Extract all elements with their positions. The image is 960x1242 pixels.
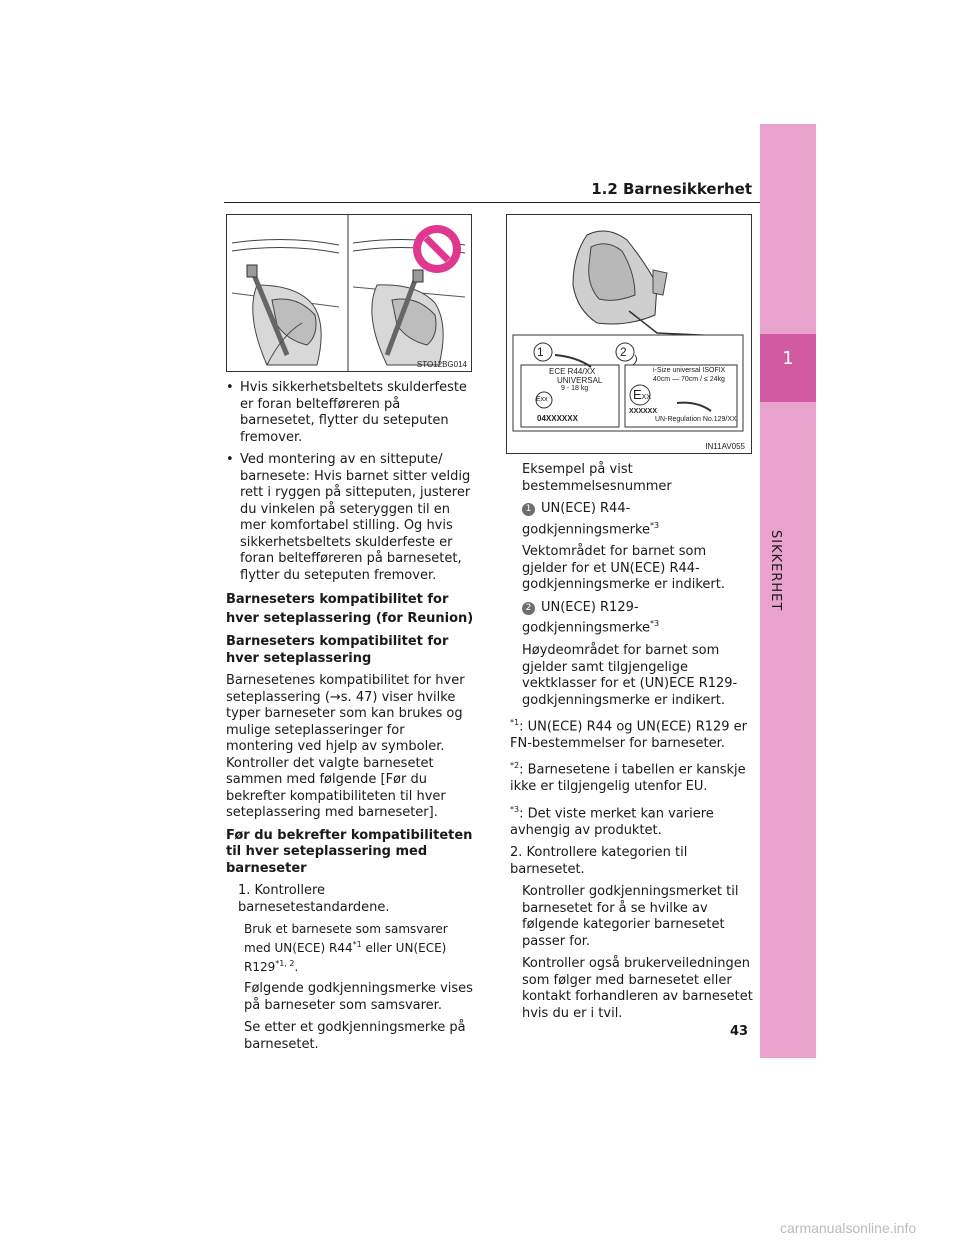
page-number: 43 [730, 1024, 749, 1039]
step-2: 2. Kontrollere kategorien til barnesetet. [510, 845, 688, 877]
example-caption: Eksempel på vist bestemmelsesnummer [522, 462, 672, 494]
footnote-ref: *3 [510, 804, 520, 814]
section-heading: Barneseters kompatibilitet for hver seteplassering (for Reunion) [226, 592, 474, 626]
mark-title: UN(ECE) R129- godkjenningsmerke [522, 599, 651, 636]
step-1-note [226, 922, 476, 975]
r129-regulation: UN-Regulation No.129/XX [655, 416, 737, 423]
section-heading: Barneseters kompatibilitet for hver seteplassering [226, 634, 449, 666]
seat-belt-drawing [227, 215, 471, 371]
r44-label-line1: ECE R44/XX [549, 367, 596, 376]
bullet-item: • Ved montering av en sittepute/ barnesete: Hvis barnet sitter veldig rett i ryggen på sitteputen, justerer du vinkelen på seteryggen til en mer komfortabel stilling. Og hvis sikkerhetsbeltets skulderfeste er foran beltefføreren på barnesetet, flytter du seteputen fremover. [226, 452, 476, 584]
section-rule [224, 202, 760, 203]
footnote-text: : UN(ECE) R44 og UN(ECE) R129 er FN-bestemmelser for barneseter. [510, 719, 748, 751]
r129-approval-code: XXXXXX [629, 408, 658, 415]
right-column [510, 462, 755, 1028]
chapter-label: SIKKERHET [768, 530, 783, 612]
footnote-3 [510, 802, 755, 839]
approval-mark-illustration [506, 214, 752, 454]
r129-label-line1: i-Size universal ISOFIX [653, 367, 726, 374]
paragraph: Se etter et godkjenningsmerke på barnesetet. [244, 1020, 466, 1052]
number-badge: 2 [522, 602, 535, 615]
r129-e-mark [633, 387, 651, 402]
footnote-ref: *1 [510, 718, 520, 728]
mark-description: Høydeområdet for barnet som gjelder samt tilgjengelige vektklasser for et (UN)ECE R129- godkjenningsmerke er indikert. [522, 643, 738, 708]
r129-e-letter: E [633, 387, 642, 402]
footnote-ref: *1, 2 [275, 959, 295, 968]
footnote-ref: *3 [650, 520, 660, 530]
footnote-text: : Barnesetene i tabellen er kanskje ikke er tilgjengelig utenfor EU. [510, 762, 746, 795]
paragraph: Barnesetenes kompatibilitet for hver seteplassering (→s. 47) viser hvilke typer barneseter som kan brukes og mulige seteplasseringer for montering ved hjelp av symboler. Kontroller det valgte barnesetet sammen med følgende [Før du bekrefter kompatibiliteten til hver seteplassering med barneseter]. [226, 673, 465, 820]
note-text: eller UN(ECE) R129 [244, 941, 447, 974]
bullet-item: • Hvis sikkerhetsbeltets skulderfeste er foran beltefføreren på barnesetet, flytter du seteputen fremover. [226, 380, 476, 446]
left-column [226, 380, 476, 1059]
paragraph: Kontroller godkjenningsmerket til barnesetet for å se hvilke av følgende kategorier barnesetet passer for. [522, 884, 739, 949]
paragraph: Kontroller også brukerveiledningen som følger med barnesetet eller kontakt forhandleren av barnesetet hvis du er i tvil. [522, 956, 753, 1021]
figure-code: IN11AV055 [705, 442, 745, 451]
footnote-text: : Det viste merket kan variere avhengig av produktet. [510, 806, 714, 838]
footnote-ref: *2 [510, 761, 520, 771]
note-text: . [294, 960, 299, 974]
marker-1: 1 [537, 345, 544, 359]
note-text: Bruk et barnesete som samsvarer med UN(ECE) R44 [244, 922, 448, 955]
r44-approval-code: 04XXXXXX [537, 414, 578, 423]
r44-e-mark: Exx [536, 396, 548, 403]
mark-description: Vektområdet for barnet som gjelder for et UN(ECE) R44- godkjenningsmerke er indikert. [522, 544, 725, 593]
footnote-ref: *3 [650, 619, 660, 629]
number-badge: 1 [522, 503, 535, 516]
marker-2: 2 [620, 345, 627, 359]
r129-e-sub: XX [641, 394, 652, 401]
seat-belt-illustration [226, 214, 472, 372]
section-heading: Før du bekrefter kompatibiliteten til hver seteplassering med barneseter [226, 827, 473, 876]
chapter-side-tab[interactable] [760, 124, 816, 1058]
r44-label-line2: UNIVERSAL [557, 376, 603, 385]
step-1: 1. Kontrollere barnesetestandardene. [238, 883, 390, 915]
r129-label-line2: 40cm — 70cm / ≤ 24kg [653, 376, 725, 383]
paragraph: Følgende godkjenningsmerke vises på barneseter som samsvarer. [244, 981, 473, 1013]
r44-label-line3: 9 - 18 kg [561, 385, 589, 392]
mark-title: UN(ECE) R44- godkjenningsmerke [522, 501, 651, 537]
footnote-ref: *1 [352, 940, 362, 949]
section-title: 1.2 Barnesikkerhet [591, 180, 752, 198]
mark-item-1 [510, 501, 755, 538]
mark-item-2 [510, 600, 755, 637]
chapter-number: 1 [782, 348, 794, 369]
watermark: carmanualsonline.info [780, 1220, 917, 1236]
footnote-2 [510, 758, 755, 795]
footnote-1 [510, 715, 755, 752]
figure-code: STO12BG014 [416, 360, 467, 369]
